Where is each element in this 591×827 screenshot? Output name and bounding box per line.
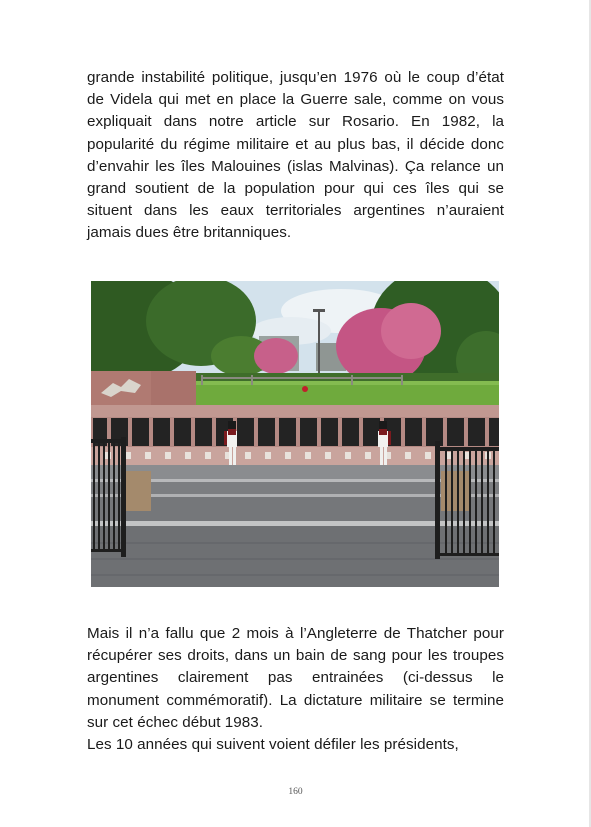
monument-photo — [91, 281, 499, 587]
monument-photo-drawing — [91, 281, 499, 587]
page-number: 160 — [288, 787, 303, 797]
body-paragraph-malvinas: Mais il n’a fallu que 2 mois à l’Angleterre de Thatcher pour récupérer ses droits, dans un bain de sang pour les troupes argentines clairement pas entrainées (ci-dessus le monument commémoratif). La dictature militaire se termine sur cet échec début 1983. — [87, 625, 504, 731]
body-paragraph-intro: grande instabilité politique, jusqu’en 1976 où le coup d’état de Videla qui met en place la Guerre sale, comme on vous expliquait dans notre article sur Rosario. En 1982, la popularité du régime militaire et au plus bas, il décide donc d’envahir les îles Malouines (islas Malvinas). Ça relance un grand soutient de la population pour qui ces îles qui se situent dans les eaux territoriales argentines n’auraient jamais dues être britanniques. — [87, 69, 504, 242]
body-paragraph-continuation: Les 10 années qui suivent voient défiler les présidents, — [87, 736, 459, 753]
